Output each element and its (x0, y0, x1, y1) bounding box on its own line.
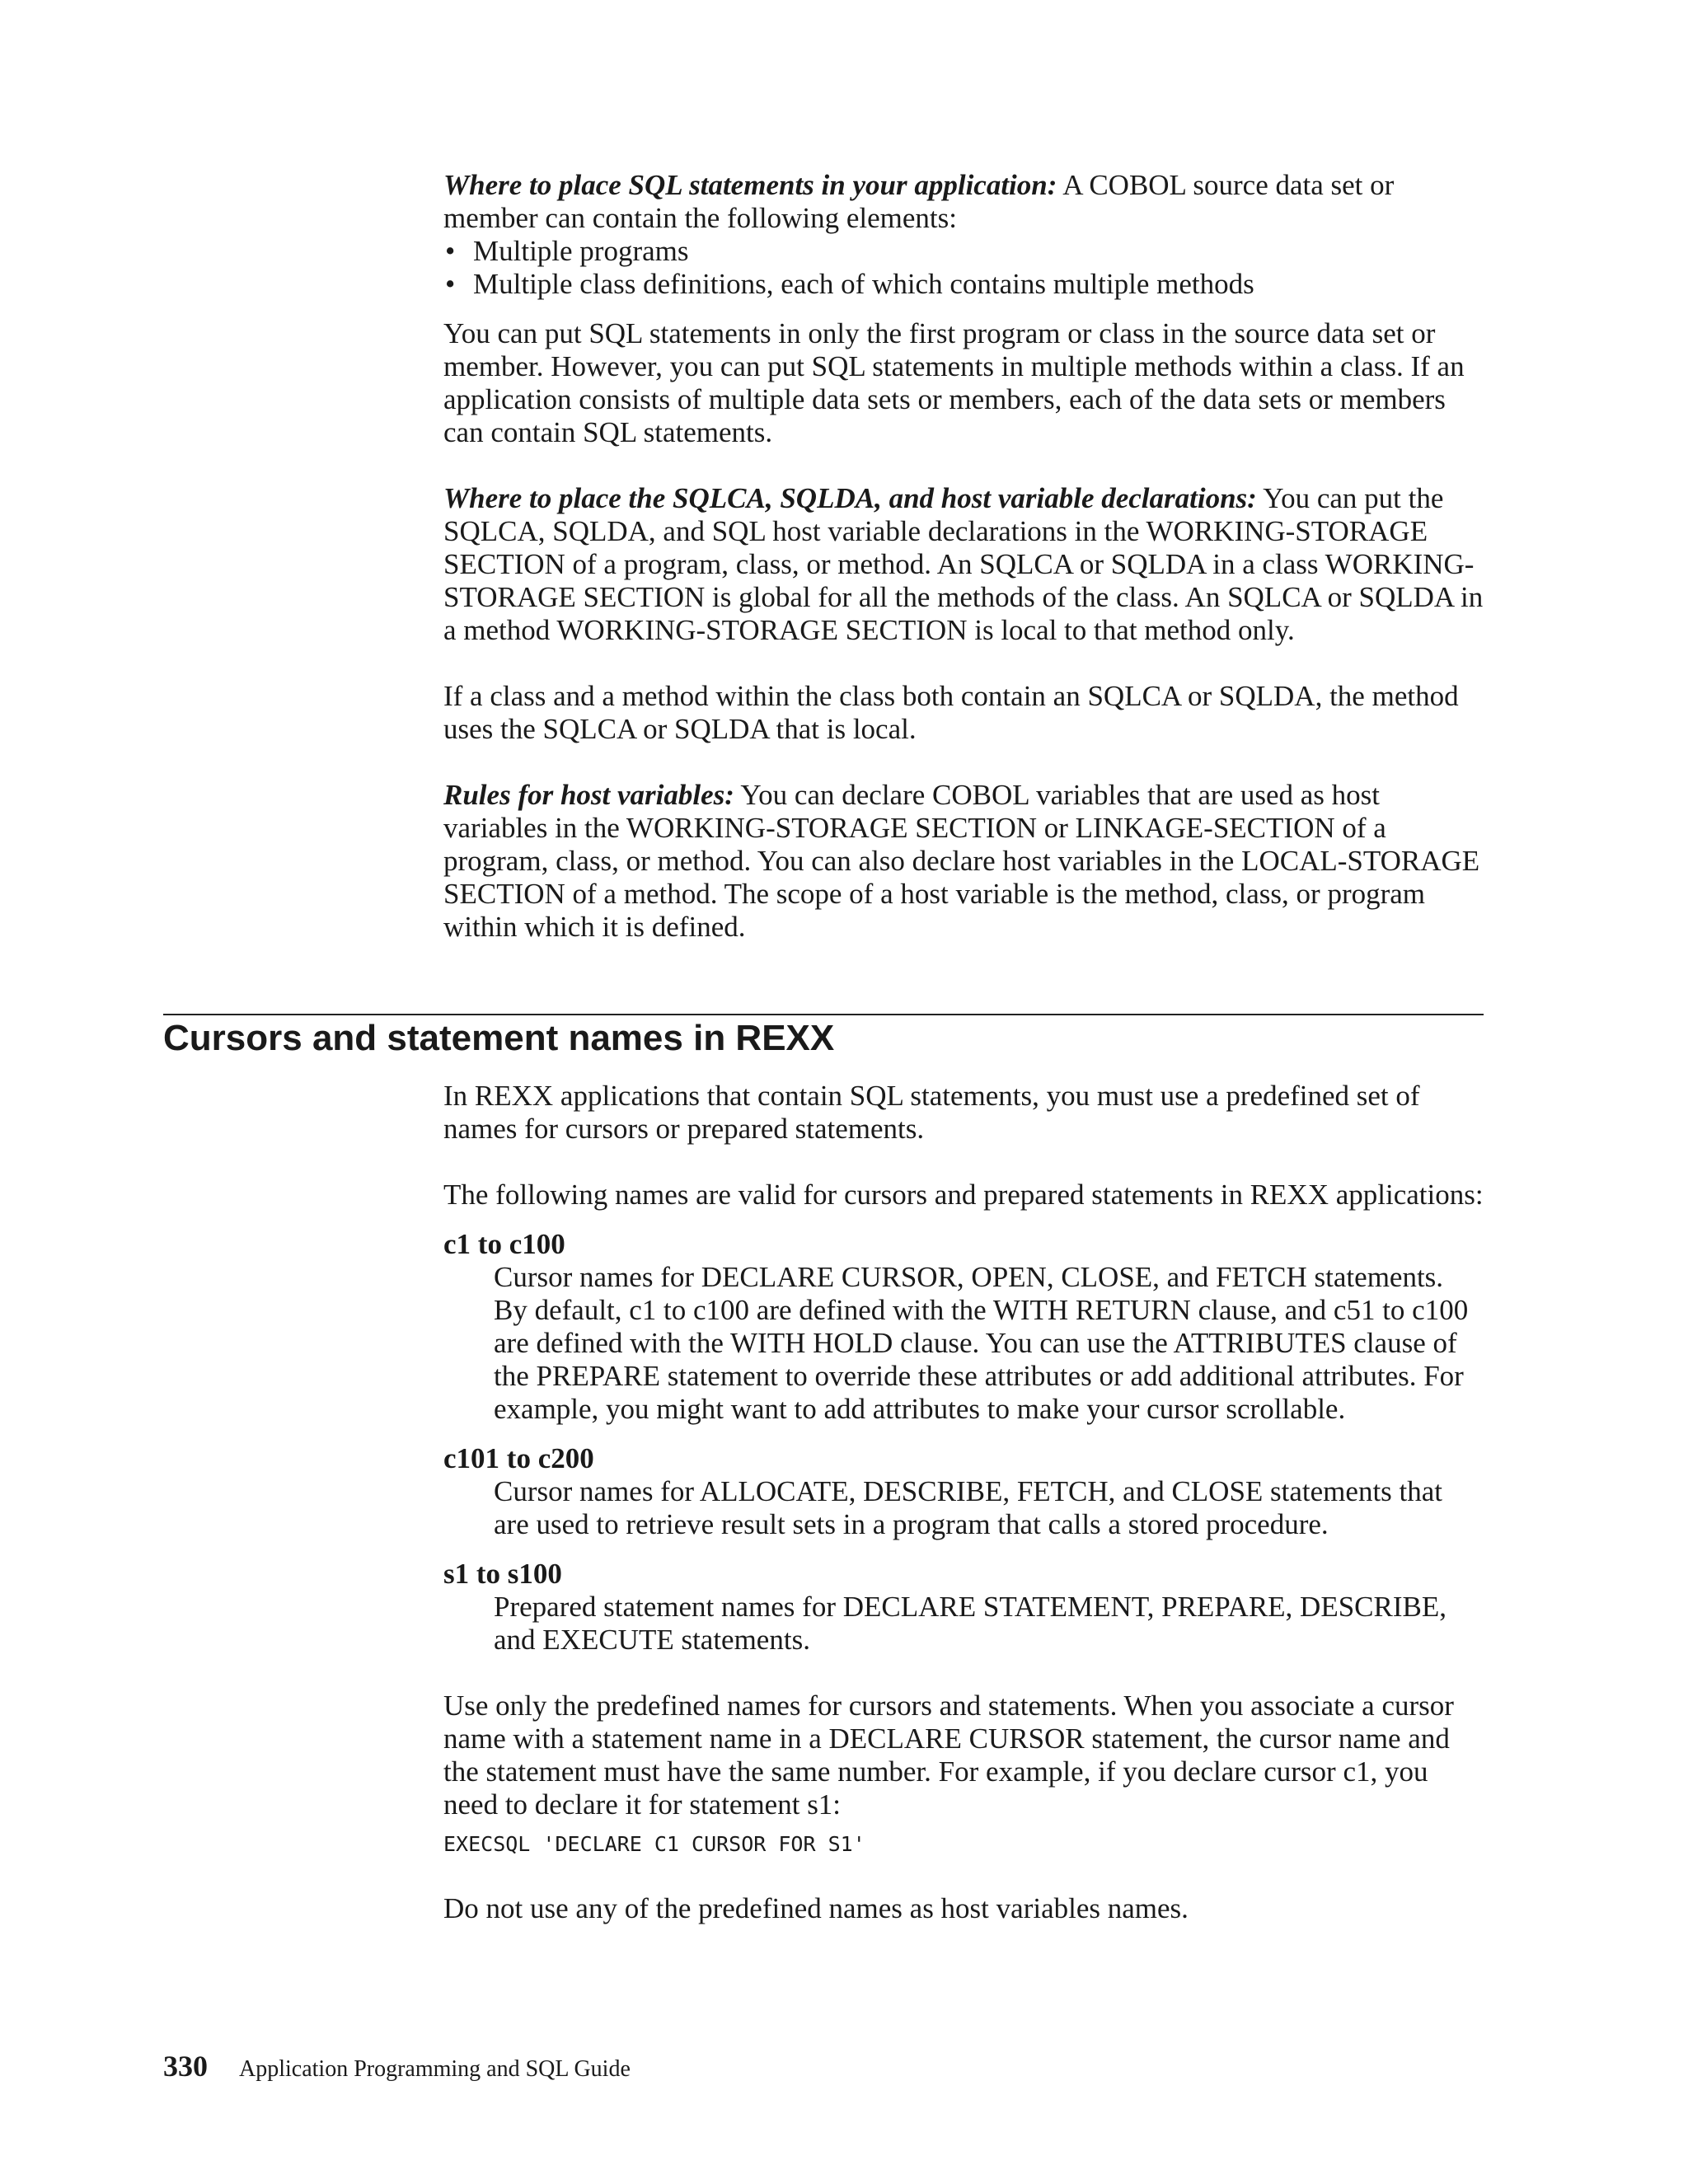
paragraph-first-program: You can put SQL statements in only the first program or class in the source data set or member. However, you can put SQL statements in multiple methods within a class. If an application consists of multiple data sets or members, each of the data sets or members can contain SQL statements. (443, 317, 1465, 448)
paragraph-host-variable-warning: Do not use any of the predefined names as host variables names. (443, 1892, 1189, 1924)
code-example: EXECSQL 'DECLARE C1 CURSOR FOR S1' (443, 1832, 865, 1856)
definition-description: Cursor names for DECLARE CURSOR, OPEN, CLOSE, and FETCH statements. By default, c1 to c100 are defined with the WITH RETURN clause, and c51 to c100 are defined with the WITH HOLD clause. You can use the ATTRIBUTES clause of the PREPARE statement to override these attributes or add additional attributes. For example, you might want to add attributes to make your cursor scrollable. (494, 1261, 1469, 1425)
element-list (443, 235, 1484, 301)
definition-list (443, 1228, 1484, 1657)
paragraph-predefined-names: Use only the predefined names for cursors and statements. When you associate a cursor name with a statement name in a DECLARE CURSOR statement, the cursor name and the statement must have the same number. For example, if you declare cursor c1, you need to declare it for statement s1: (443, 1690, 1454, 1821)
list-item: • Multiple class definitions, each of which contains multiple methods (443, 268, 1484, 301)
paragraph-text: You can declare COBOL variables that are used as host variables in the WORKING-STORAGE SECTION or LINKAGE-SECTION of a program, class, or method. You can also declare host variables in the LOCAL-STORAGE SECTION of a method. The scope of a host variable is the method, class, or program within which it is defined. (443, 779, 1480, 943)
lead-in-host-variable-rules: Rules for host variables: (443, 779, 734, 811)
paragraph-sqlca-placement (443, 482, 1484, 647)
paragraph-local-sqlca: If a class and a method within the class both contain an SQLCA or SQLDA, the method uses the SQLCA or SQLDA that is local. (443, 680, 1459, 745)
definition-description: Prepared statement names for DECLARE STATEMENT, PREPARE, DESCRIBE, and EXECUTE statements. (494, 1591, 1447, 1656)
paragraph-text: A COBOL source data set or member can contain the following elements: (443, 169, 1395, 234)
page-body (443, 169, 1484, 944)
definition-term: c101 to c200 (443, 1442, 594, 1474)
definition-term: s1 to s100 (443, 1558, 562, 1590)
paragraph-sql-placement (443, 169, 1484, 235)
paragraph-rexx-intro: In REXX applications that contain SQL statements, you must use a predefined set of names for cursors or prepared statements. (443, 1080, 1420, 1145)
definition-description: Cursor names for ALLOCATE, DESCRIBE, FETCH, and CLOSE statements that are used to retrieve result sets in a program that calls a stored procedure. (494, 1475, 1443, 1540)
paragraph-text: You can put the SQLCA, SQLDA, and SQL host variable declarations in the WORKING-STORAGE SECTION of a program, class, or method. An SQLCA or SQLDA in a class WORKING-STORAGE SECTION is global for all the methods of the class. An SQLCA or SQLDA in a method WORKING-STORAGE SECTION is local to that method only. (443, 482, 1484, 646)
page-footer (163, 2049, 631, 2083)
definition-term: c1 to c100 (443, 1228, 565, 1260)
book-title: Application Programming and SQL Guide (239, 2056, 631, 2082)
list-item: • Multiple programs (443, 235, 1484, 268)
lead-in-sqlca-placement: Where to place the SQLCA, SQLDA, and host variable declarations: (443, 482, 1257, 514)
paragraph-host-variable-rules (443, 779, 1484, 944)
section-heading: Cursors and statement names in REXX (163, 1018, 835, 1058)
rexx-section-body (443, 1080, 1484, 1925)
paragraph-valid-names: The following names are valid for cursors and prepared statements in REXX applications: (443, 1179, 1484, 1211)
page-number: 330 (163, 2050, 208, 2083)
lead-in-sql-placement: Where to place SQL statements in your application: (443, 169, 1057, 201)
